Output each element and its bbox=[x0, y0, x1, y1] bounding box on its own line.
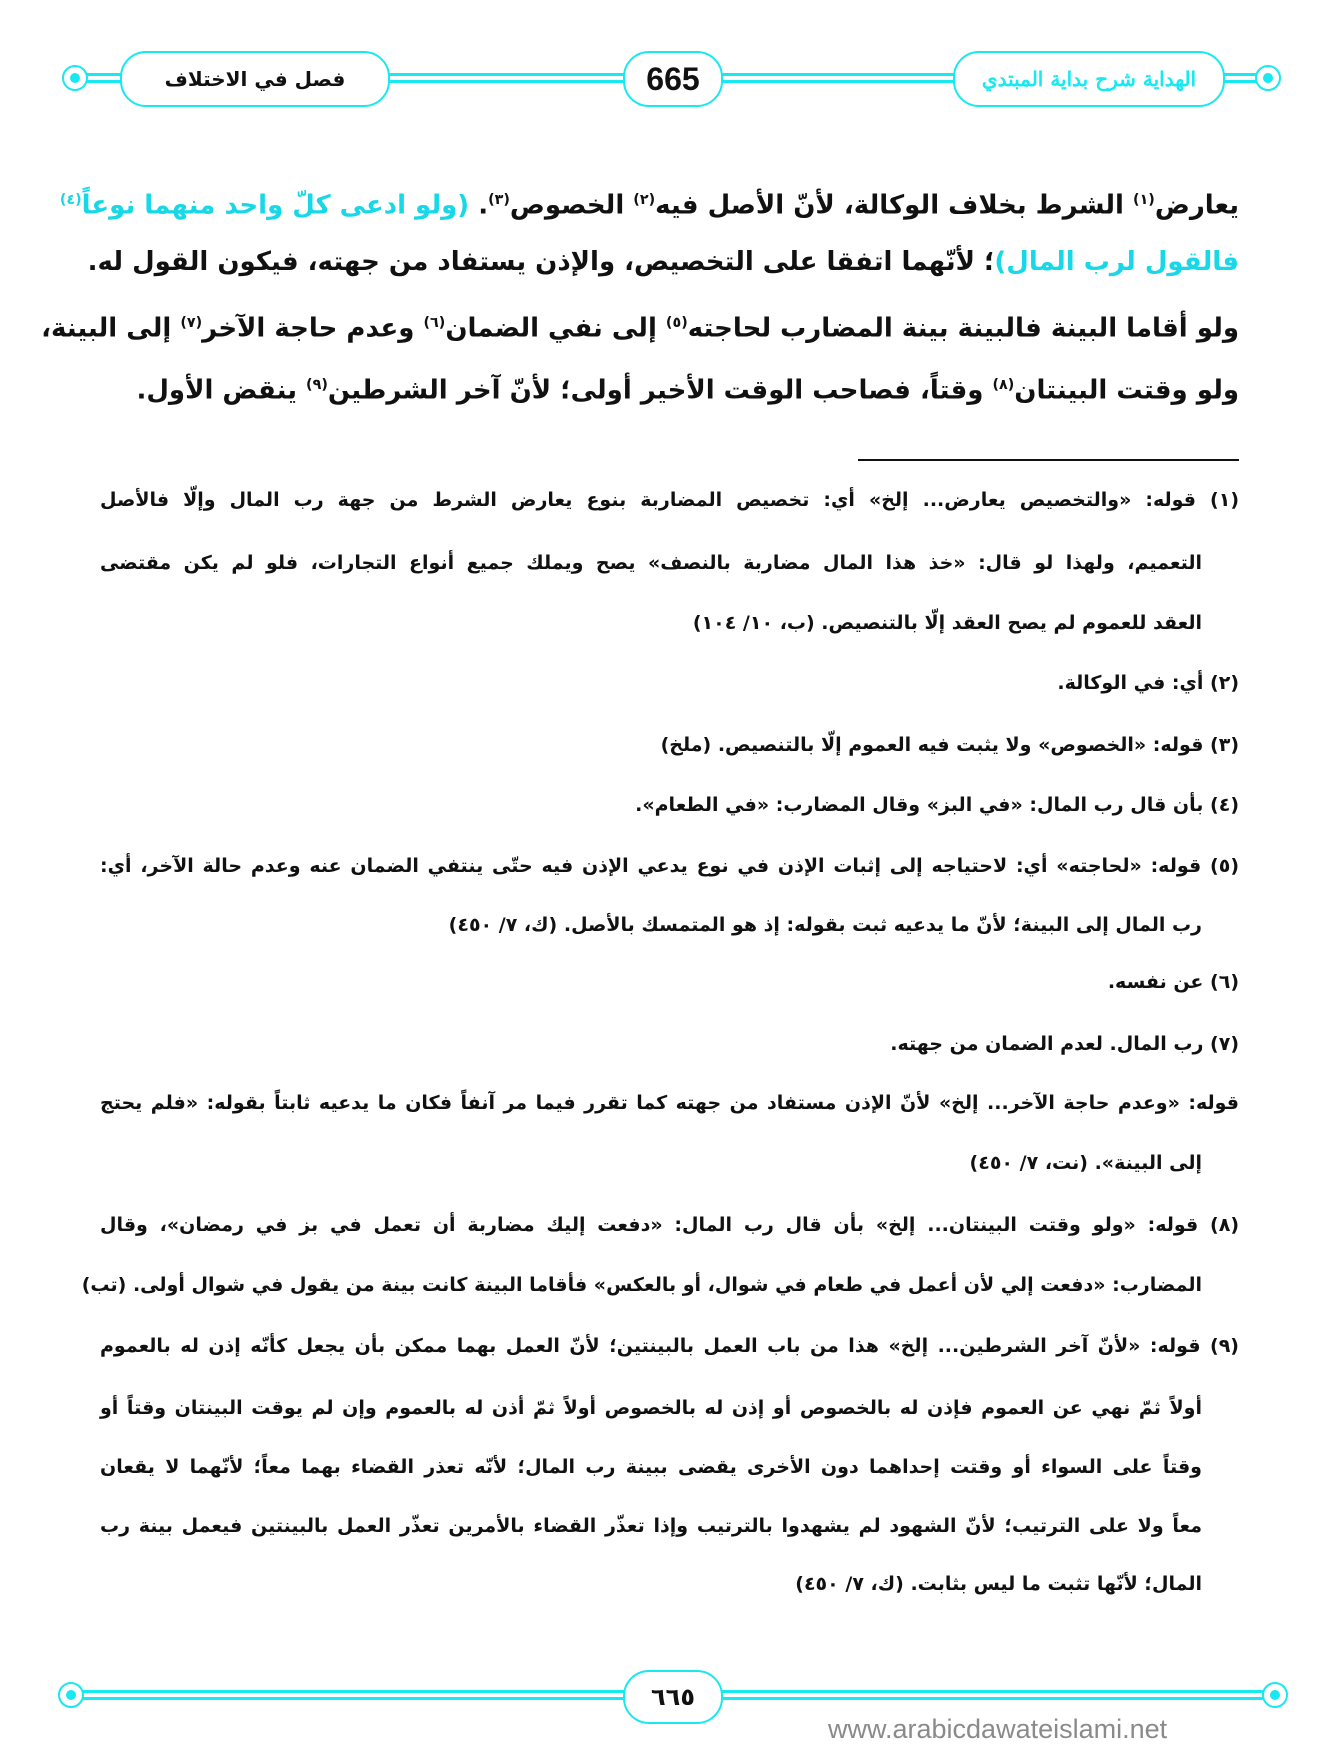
footnote-line bbox=[100, 483, 1239, 517]
text-segment: إلى نفي الضمان bbox=[445, 313, 666, 344]
page-number: 665 bbox=[646, 60, 700, 97]
footnote-lemma: (٨) قوله: «ولو وقتت البينتان... إلخ» bbox=[875, 1214, 1240, 1236]
footnote-marker[interactable]: (٩) bbox=[306, 377, 328, 393]
footnote-line bbox=[100, 1208, 1239, 1242]
text-segment: أولاً ثمّ نهي عن العموم فإذن له بالخصوص أو إذن له بالخصوص أولاً ثمّ أذن له بالعموم وإن لم يوقت البينتان وقتاً أو bbox=[100, 1397, 1202, 1419]
footnote-lemma: (٥) قوله: «لحاجته» bbox=[1056, 855, 1239, 877]
text-segment: العقد للعموم لم يصح العقد إلّا بالتنصيص. (ب، ١٠/ ١٠٤) bbox=[692, 612, 1202, 634]
ornament-icon bbox=[62, 65, 88, 91]
footnote-marker[interactable]: (٥) bbox=[665, 315, 688, 331]
text-segment: التعميم، ولهذا لو قال: «خذ هذا المال مضاربة بالنصف» يصح ويملك جميع أنواع التجارات، فلو لم يكن مقتضى bbox=[100, 552, 1202, 574]
footnote-lemma: (٣) قوله: «الخصوص» bbox=[1038, 734, 1239, 756]
text-segment: (٤) بأن قال رب المال: «في البز» وقال المضارب: «في الطعام». bbox=[635, 794, 1239, 816]
highlighted-matn: فالقول لرب المال) bbox=[994, 247, 1239, 277]
page-number-pill bbox=[623, 51, 723, 107]
book-logo-pill bbox=[953, 51, 1225, 107]
footnote-marker[interactable]: (١) bbox=[1133, 192, 1155, 208]
text-segment: إلى البينة». (نت، ٧/ ٤٥٠) bbox=[969, 1152, 1202, 1174]
text-line bbox=[59, 180, 1239, 221]
footnote-line bbox=[100, 1391, 1202, 1425]
website-link[interactable]: www.arabicdawateislami.net bbox=[828, 1714, 1168, 1744]
footnote-line bbox=[100, 1086, 1239, 1120]
footnote-lemma: (١) قوله: «والتخصيص يعارض... إلخ» bbox=[868, 489, 1240, 511]
text-segment: وقتاً، فصاحب الوقت الأخير أولى؛ لأنّ آخر الشرطين bbox=[327, 375, 993, 406]
text-segment: المال؛ لأنّها تثبت ما ليس بثابت. (ك، ٧/ ٤٥٠) bbox=[795, 1573, 1202, 1595]
ornament-icon bbox=[1262, 1682, 1288, 1708]
footnote-lemma: (٩) قوله: «لأنّ آخر الشرطين... إلخ» bbox=[888, 1335, 1239, 1357]
text-segment: معاً ولا على الترتيب؛ لأنّ الشهود لم يشهدوا بالترتيب وإذا تعذّر القضاء بالأمرين تعذّر العمل بالبينتين فيعمل بينة رب bbox=[100, 1515, 1202, 1537]
text-segment: لأنّ الإذن مستفاد من جهته كما تقرر فيما مر آنفاً فكان ما يدعيه ثابتاً بقوله: «فلم يحتج bbox=[100, 1092, 939, 1114]
text-line bbox=[87, 242, 1239, 282]
footnote-lemma: قوله: «وعدم حاجة الآخر... إلخ» bbox=[938, 1092, 1239, 1114]
text-segment: وقتاً على السواء أو وقتت إحداهما دون الأخرى يقضى ببينة رب المال؛ لأنّه تعذر القضاء بهما معاً؛ لأنّهما لا يقعان bbox=[100, 1456, 1202, 1478]
text-segment: ينقض الأول. bbox=[136, 375, 307, 406]
footer-page-number: ٦٦٥ bbox=[651, 1683, 695, 1711]
text-segment: يعارض bbox=[1154, 190, 1239, 221]
text-line bbox=[105, 365, 1239, 405]
footnote-line bbox=[100, 1146, 1202, 1180]
footnote-line bbox=[100, 1509, 1202, 1543]
footnote-line bbox=[100, 849, 1239, 883]
footnote-line bbox=[100, 1027, 1239, 1061]
text-segment: (٢) أي: في الوكالة. bbox=[1057, 672, 1239, 694]
highlighted-matn: (ولو ادعى كلّ واحد منهما نوعاً bbox=[81, 190, 470, 221]
text-segment: (٦) عن نفسه. bbox=[1107, 971, 1239, 993]
footnote-line bbox=[100, 1329, 1239, 1363]
book-logo: الهداية شرح بداية المبتدي bbox=[981, 67, 1197, 91]
footnote-marker[interactable]: (٢) bbox=[633, 192, 656, 208]
text-segment: ؛ لأنّهما اتفقا على التخصيص، والإذن يستفاد من جهته، فيكون القول له. bbox=[87, 247, 995, 277]
text-segment: رب المال إلى البينة؛ لأنّ ما يدعيه ثبت بقوله: إذ هو المتمسك بالأصل. (ك، ٧/ ٤٥٠) bbox=[448, 914, 1202, 936]
text-segment: بأن قال رب المال: «دفعت إليك مضاربة أن تعمل في بز في رمضان»، وقال bbox=[100, 1214, 876, 1236]
footer-page-number-pill bbox=[623, 1670, 723, 1724]
text-segment: الخصوص bbox=[509, 190, 634, 221]
text-segment: أي: تخصيص المضاربة بنوع يعارض الشرط من جهة رب المال وإلّا فالأصل bbox=[100, 489, 869, 511]
ornament-icon bbox=[1255, 65, 1281, 91]
footnote-line bbox=[100, 666, 1239, 700]
footnote-marker[interactable]: (٦) bbox=[423, 315, 446, 331]
footnote-line bbox=[100, 546, 1202, 580]
text-line bbox=[41, 303, 1239, 344]
ornament-icon bbox=[58, 1682, 84, 1708]
footnote-line bbox=[100, 908, 1202, 942]
text-segment: هذا من باب العمل بالبينتين؛ لأنّ العمل بهما ممكن بأن يجعل كأنّه إذن له بالعموم bbox=[100, 1335, 889, 1357]
text-segment: (٧) رب المال. لعدم الضمان من جهته. bbox=[890, 1033, 1239, 1055]
footnote-line bbox=[100, 728, 1239, 762]
footnote-line bbox=[81, 1268, 1202, 1302]
footnote-marker[interactable]: (٨) bbox=[992, 377, 1015, 393]
text-segment: الشرط بخلاف الوكالة، لأنّ الأصل فيه bbox=[655, 190, 1134, 221]
text-segment: إلى البينة، bbox=[41, 313, 181, 344]
footnote-marker[interactable]: (٤) bbox=[59, 192, 82, 208]
section-title: فصل في الاختلاف bbox=[164, 67, 346, 91]
footnote-line bbox=[100, 1450, 1202, 1484]
footnote-line bbox=[100, 965, 1239, 999]
section-title-pill bbox=[120, 51, 390, 107]
footnote-line bbox=[100, 1567, 1202, 1601]
text-segment: ولا يثبت فيه العموم إلّا بالتنصيص. (ملخ) bbox=[660, 734, 1039, 756]
text-segment: ولو وقتت البينتان bbox=[1014, 375, 1239, 406]
footnote-marker[interactable]: (٧) bbox=[180, 315, 203, 331]
text-segment: المضارب: «دفعت إلي لأن أعمل في طعام في شوال، أو بالعكس» فأقاما البينة كانت بينة من يقول في شوال أولى. (تب) bbox=[81, 1274, 1202, 1296]
text-segment: ولو أقاما البينة فالبينة بينة المضارب لحاجته bbox=[687, 313, 1239, 344]
footnote-separator bbox=[858, 459, 1239, 461]
footnote-marker[interactable]: (٣) bbox=[488, 192, 510, 208]
text-segment: . bbox=[469, 190, 489, 221]
text-segment: وعدم حاجة الآخر bbox=[202, 313, 424, 344]
footnote-line bbox=[100, 788, 1239, 822]
footnote-line bbox=[100, 606, 1202, 640]
text-segment: أي: لاحتياجه إلى إثبات الإذن في نوع يدعي الإذن فيه حتّى ينتفي الضمان عنه وعدم حالة الآخر، أي: bbox=[100, 855, 1057, 877]
